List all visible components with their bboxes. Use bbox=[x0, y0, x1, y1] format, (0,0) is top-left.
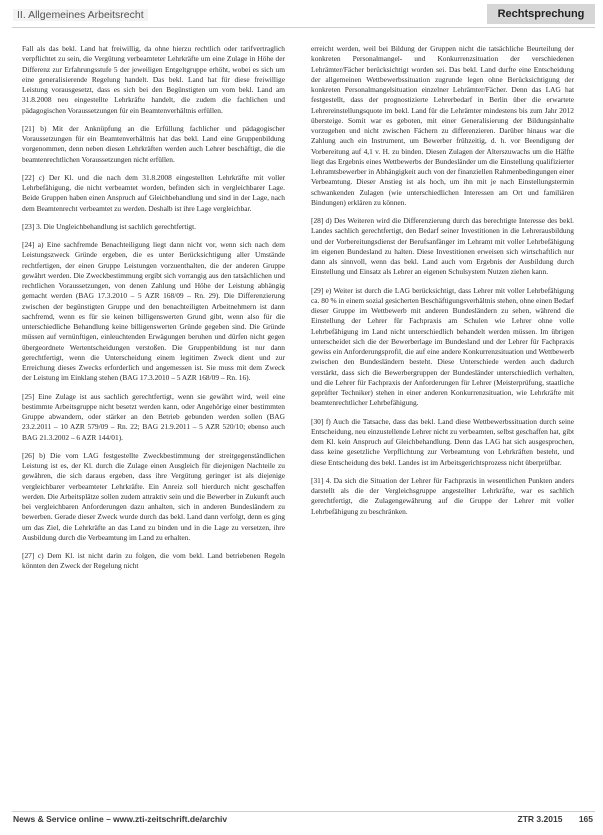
paragraph: [21] b) Mit der Anknüpfung an die Erfüllung fachlicher und pädagogischer Voraussetzungen für ein Beamtenverhältnis hat das bekl. Land eine Gruppenbildung vorgenommen, denn neben diesen Lehrkräften werden auch Lehrer beschäftigt, die die beamtenrechtlichen Voraussetzungen nicht erfüllen. bbox=[22, 123, 285, 164]
paragraph: [26] b) Die vom LAG festgestellte Zweckbestimmung der streitgegenständlichen Leistung ist es, der Kl. durch die Zulage einen Ausgleich für diejenigen Nachteile zu gewähren, die sich daraus ergeben, dass ihre Vergütung geringer ist als diejenige vergleichbarer verbeamteter Lehrkräfte. Ein Anreiz soll hierdurch nicht geschaffen werden. Die Arbeitsplätze sollen zudem attraktiv sein und die Bewerber in Zukunft auch bei vergleichbaren Anforderungen dazu anhalten, sich in anderen Bundesländern zu bewerben. Gerade dieser Zweck wurde durch das bekl. Land dann verfolgt, denn es ging um das Ziel, die Lehrkräfte an das Land zu binden und in die Lage zu versetzen, ihre Ausbildung durch die Verbeamtung im Land zu erhalten. bbox=[22, 450, 285, 542]
paragraph: Fall als das bekl. Land hat freiwillig, da ohne hierzu rechtlich oder tarifvertraglich verpflichtet zu sein, die Vergütung verbeamteter Lehrkräfte um eine Zulage in Höhe der Differenz zur Erfahrungsstufe 5 der jeweiligen Entgeltgruppe erhöht, wobei es sich um eine generalisierende Regelung handelt. Das bekl. Land hat für diese freiwillige Leistung vorausgesetzt, dass es sich bei den Begünstigten um vom bekl. Land am 31.8.2008 neu eingestellte Lehrkräfte handelt, die zudem die fachlichen und pädagogischen Voraussetzungen für ein Beamtenverhältnis erfüllen. bbox=[22, 44, 285, 115]
footer-service-link[interactable]: News & Service online – www.zti-zeitschrift.de/archiv bbox=[13, 814, 228, 824]
paragraph: erreicht werden, weil bei Bildung der Gruppen nicht die tatsächliche Beurteilung der konkreten Personalmangel- und Konkurrenzsituation der verschiedenen Lehrämter/Fächer berücksichtigt worden sei. Das bekl. Land durfte eine Entscheidung der allgemeinen Wettbewerbssituation zugrunde legen ohne Berücksichtigung der konkreten Personalmangelsituation einzelner Lehrämter/Fächer. Denn das LAG hat festgestellt, dass der prognostizierte Lehrerbedarf in Berlin über die erwartete Lehrereinstellungsquote im bekl. Land für die Lehrämter mindestens bis zum Jahr 2012 übersteige. Somit war es geboten, mit einer Generalisierung der Bildungsinhalte vorzugehen und nicht zwischen Fächern zu differenzieren. Darüber hinaus war die Zahlung auch ein Instrument, um Bewerber frühzeitig, d. h. vor Beendigung der Vorbereitung auf 4,1 v. H. zu binden. Diesen Zulagen der Alterszuwachs um die Hälfte liegt das Ergebnis eines Wettbewerbs der Bundesländer um die Einstellung qualifizierter Lehramtsbewerber in Abhängigkeit auch von der finanziellen Rahmenbedingungen einer Verbeamtung. Dieser Anstieg ist als hoch, um ihn mit je nach Einstellungstermin schwankenden Zulagen (wie unterschiedlichen Interessen am Ort und familiären Bindungen) erklären zu können. bbox=[311, 44, 574, 207]
paragraph: [25] Eine Zulage ist aus sachlich gerechtfertigt, wenn sie gewährt wird, weil eine bestimmte Arbeitsgruppe nicht besetzt werden kann, oder Angehörige einer bestimmten Gruppe abwandern, oder stärker an den Betrieb gebunden werden sollen (BAG 23.2.2011 – 10 AZR 579/09 – Rn. 22; BAG 21.9.2011 – 5 AZR 520/10; ebenso auch BAG 21.3.2002 – 6 AZR 144/01). bbox=[22, 391, 285, 442]
paragraph: [31] 4. Da sich die Situation der Lehrer für Fachpraxis in wesentlichen Punkten anders darstellt als die der Vergleichsgruppe angestellter Lehrkräfte, war es sachlich gerechtfertigt, die Zulagengewährung auf die Gruppe der Lehrer mit voller Lehrbefähigung zu beschränken. bbox=[311, 475, 574, 516]
paragraph: [24] a) Eine sachfremde Benachteiligung liegt dann nicht vor, wenn sich nach dem Leistungszweck Gründe ergeben, die es unter Berücksichtigung aller Umstände rechtfertigen, der einen Gruppe Leistungen vorzuenthalten, die der anderen Gruppe gewährt werden. Die Zweckbestimmung ergibt sich vorrangig aus den tatsächlichen und rechtlichen Voraussetzungen, von denen Zahlung und Höhe der Leistung abhängig gemacht werden (BAG 17.3.2010 – 5 AZR 168/09 – Rn. 29). Die Differenzierung zwischen der begünstigten Gruppe und den benachteiligten Arbeitnehmern ist dann sachfremd, wenn es für sie keinen billigenswerten Grund gibt, wenn also für die unterschiedliche Behandlung keine billigenswerten Gründe gegeben sind. Die Gründe müssen auf vernünftigen, einleuchtenden Erwägungen beruhen und dürfen nicht gegen übergeordnete Wertentscheidungen verstoßen. Die Gruppenbildung ist nur dann gerechtfertigt, wenn die Unterscheidung einem legitimen Zweck dient und zur Erreichung dieses Zwecks erforderlich und angemessen ist. Sie muss mit dem Zweck der Leistung im Einklang stehen (BAG 17.3.2010 – 5 AZR 168/09 – Rn. 16). bbox=[22, 240, 285, 383]
section-title: II. Allgemeines Arbeitsrecht bbox=[13, 9, 148, 21]
page-header bbox=[0, 0, 603, 30]
paragraph: [27] c) Dem Kl. ist nicht darin zu folgen, die vom bekl. Land betriebenen Regeln könnten den Zweck der Regelung nicht bbox=[22, 551, 285, 571]
paragraph: [23] 3. Die Ungleichbehandlung ist sachlich gerechtfertigt. bbox=[22, 221, 197, 231]
footer-page-info bbox=[504, 814, 593, 824]
paragraph: [30] f) Auch die Tatsache, dass das bekl. Land diese Wettbewerbssituation durch seine Entscheidung, neu einzustellende Lehrer nicht zu verbeamten, selbst geschaffen hat, gibt dem Kl. kein Anspruch auf Gleichbehandlung. Denn das LAG hat sich ausgesprochen, dass keine gesetzliche Verpflichtung zur Verbeamtung von Lehrkräften besteht, und diese Entscheidung des bekl. Landes ist im Arbeitsgerichtsprozess nicht überprüfbar. bbox=[311, 416, 574, 467]
header-divider bbox=[12, 27, 595, 28]
issue-label: ZTR 3.2015 bbox=[517, 814, 563, 824]
paragraph: [22] c) Der Kl. und die nach dem 31.8.2008 eingestellten Lehrkräfte mit voller Lehrbefähigung, die nicht verbeamtet worden, befinden sich in vergleichbarer Lage. Beide Gruppen haben einen Anspruch auf Gleichbehandlung und sind in der Lage, nach dem Beamtenrecht verbeamtet zu werden. Deshalb ist ihre Lage vergleichbar. bbox=[22, 172, 285, 213]
left-column bbox=[22, 44, 285, 580]
paragraph: [29] e) Weiter ist durch die LAG berücksichtigt, dass Lehrer mit voller Lehrbefähigung ca. 80 % in einem sozial gesicherten Beschäftigungsverhältnis stehen, ohne einen Bedarf dieser Gruppe im Wettbewerb mit anderen Bundesländern zu sehen, während die Einstellung der Lehrer für Fachpraxis am Schulen wie Lehrer ohne volle Lehrbefähigung im Land nicht unterschiedlich behandelt werden müssen. Im übrigen unterscheidet sich die der Bewerberlage im Bundesland und der Lehrer für Fachpraxis gewiss ein Anforderungsprofil, die auf eine andere Konkurrenzsituation und Wettbewerb zwischen den Bundesländern besteht. Diese Unterschiede werden auch dadurch verstärkt, dass sich die Bewerbergruppen der Bundesländer unterschiedlich verhalten, und die Lehrer für Fachpraxis der Anforderungen für Lehrer (Meisterprüfung, staatliche geprüfter Techniker) stehen in einer anderen Konkurrenzsituation, wie Lehrkräfte mit beamtenrechtlicher Lehrbefähigung. bbox=[311, 285, 574, 408]
paragraph: [28] d) Des Weiteren wird die Differenzierung durch das berechtigte Interesse des bekl. Landes sachlich gerechtfertigt, den Bedarf seiner Investitionen in die Lehrerausbildung und der Vorbereitungsdienst der Berufsanfänger im Lehramt mit voller Lehrbefähigung im eigenen Bundesland zu halten. Diese Investitionen erweisen sich wirtschaftlich nur dann als sinnvoll, wenn das bekl. Land auch vom Ergebnis der Ausbildung durch Einstellung und Einsatz als Lehrer an eigenen Schulsystem Nutzen ziehen kann. bbox=[311, 216, 574, 277]
footer-divider bbox=[12, 811, 595, 812]
rubric-badge: Rechtsprechung bbox=[487, 4, 595, 24]
right-column bbox=[311, 44, 574, 525]
page-number: 165 bbox=[578, 814, 593, 824]
